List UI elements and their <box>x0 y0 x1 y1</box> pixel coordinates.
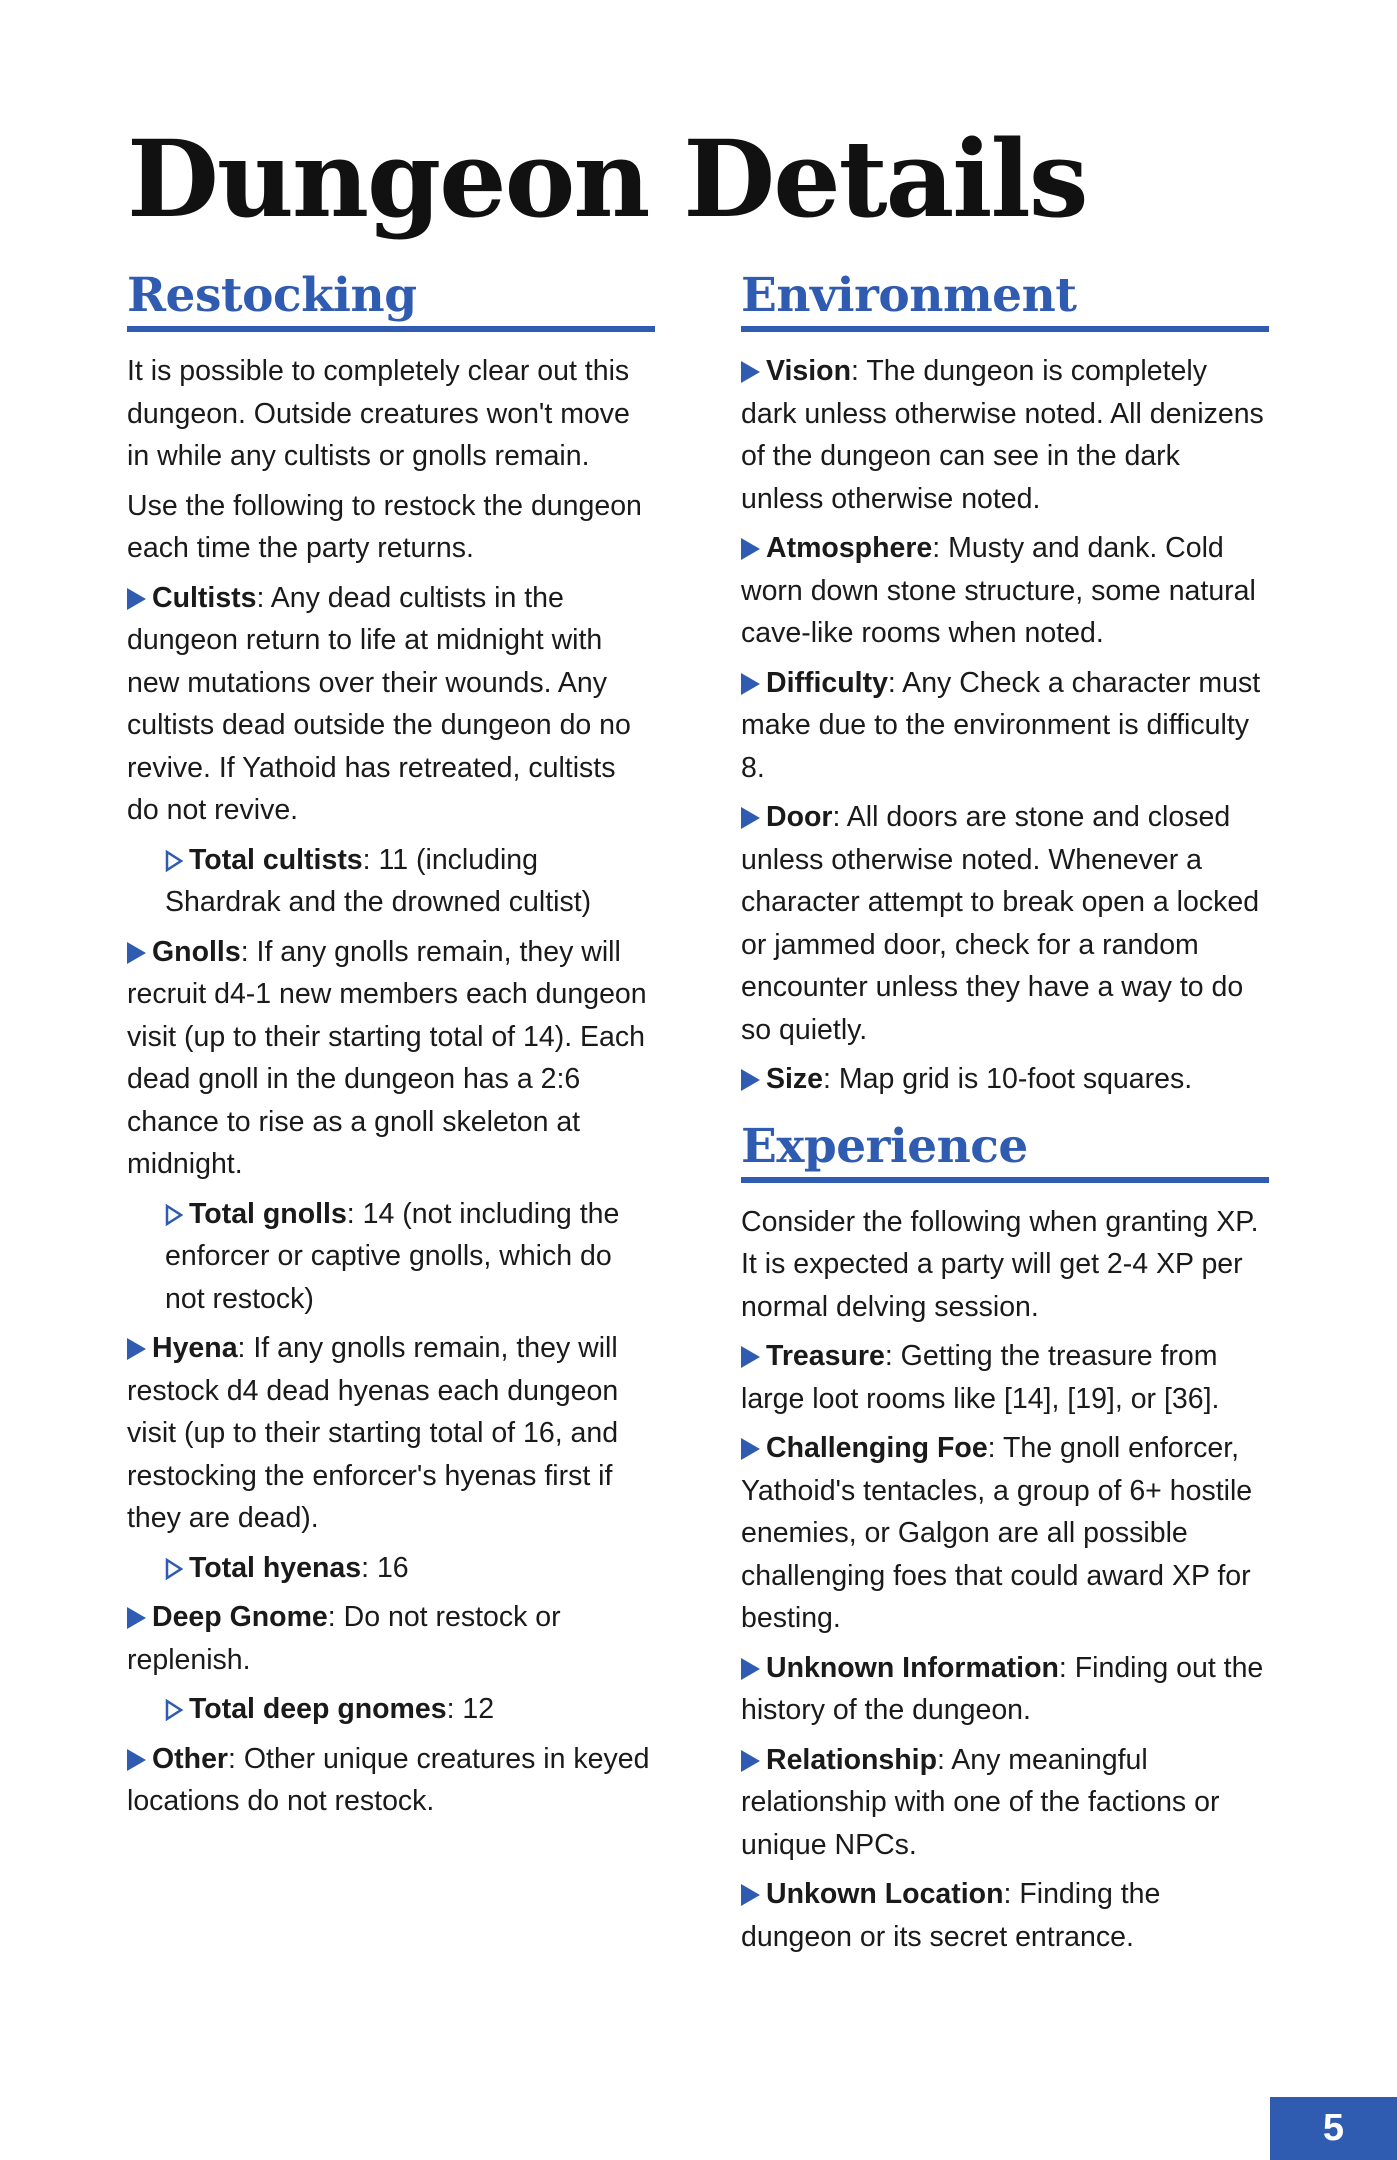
restocking-intro-1: It is possible to completely clear out this dungeon. Outside creatures won't move in while any cultists or gnolls remain. <box>127 355 630 472</box>
list-subitem: Total hyenas: 16 <box>127 1547 655 1590</box>
bullet-outline-triangle-icon <box>165 1699 183 1721</box>
bullet-triangle-icon <box>127 1749 146 1771</box>
bullet-triangle-icon <box>741 1884 760 1906</box>
list-item: Other: Other unique creatures in keyed locations do not restock. <box>127 1742 650 1817</box>
list-item: Cultists: Any dead cultists in the dungeon return to life at midnight with new mutations over their wounds. Any cultists dead outside the dungeon do no revive. If Yathoid has retreated, cultists do not revive. <box>127 581 631 826</box>
list-item: Size: Map grid is 10-foot squares. <box>741 1058 1269 1101</box>
environment-heading: Environment <box>741 268 1269 332</box>
right-column <box>741 268 1269 1965</box>
restocking-heading: Restocking <box>127 268 655 332</box>
bullet-triangle-icon <box>741 1438 760 1460</box>
page-title: Dungeon Details <box>127 116 1087 241</box>
list-subitem: Total cultists: 11 (including Shardrak and the drowned cultist) <box>165 843 592 918</box>
bullet-outline-triangle-icon <box>165 1204 183 1226</box>
bullet-triangle-icon <box>741 1750 760 1772</box>
bullet-triangle-icon <box>127 1338 146 1360</box>
bullet-triangle-icon <box>741 361 760 383</box>
list-subitem: Total deep gnomes: 12 <box>127 1688 655 1731</box>
bullet-triangle-icon <box>741 538 760 560</box>
list-item: Hyena: If any gnolls remain, they will restock d4 dead hyenas each dungeon visit (up to their starting total of 16, and restocking the enforcer's hyenas first if they are dead). <box>127 1332 619 1534</box>
restocking-body <box>127 350 655 1823</box>
bullet-triangle-icon <box>741 1346 760 1368</box>
bullet-triangle-icon <box>127 942 146 964</box>
experience-body <box>741 1201 1269 1959</box>
page-number: 5 <box>1322 2107 1345 2149</box>
bullet-triangle-icon <box>741 1069 760 1091</box>
environment-body <box>741 350 1269 1101</box>
list-item: Treasure: Getting the treasure from large loot rooms like [14], [19], or [36]. <box>741 1340 1220 1415</box>
list-item: Difficulty: Any Check a character must make due to the environment is difficulty 8. <box>741 666 1261 784</box>
bullet-triangle-icon <box>741 807 760 829</box>
list-item: Relationship: Any meaningful relationship with one of the factions or unique NPCs. <box>741 1743 1220 1861</box>
bullet-triangle-icon <box>127 588 146 610</box>
bullet-triangle-icon <box>127 1607 146 1629</box>
list-item: Door: All doors are stone and closed unless otherwise noted. Whenever a character attempt to break open a locked or jammed door, check for a random encounter unless they have a way to do so quietly. <box>741 801 1260 1046</box>
list-item: Vision: The dungeon is completely dark unless otherwise noted. All denizens of the dungeon can see in the dark unless otherwise noted. <box>741 355 1264 515</box>
bullet-triangle-icon <box>741 1658 760 1680</box>
list-item: Atmosphere: Musty and dank. Cold worn down stone structure, some natural cave-like rooms when noted. <box>741 532 1256 649</box>
list-item: Unknown Information: Finding out the history of the dungeon. <box>741 1651 1264 1726</box>
bullet-triangle-icon <box>741 673 760 695</box>
page-number-box <box>1270 2097 1397 2160</box>
left-column <box>127 268 655 1830</box>
list-item: Unkown Location: Finding the dungeon or its secret entrance. <box>741 1878 1161 1953</box>
list-item: Challenging Foe: The gnoll enforcer, Yathoid's tentacles, a group of 6+ hostile enemies, or Galgon are all possible challenging foes that could award XP for besting. <box>741 1432 1253 1634</box>
list-item: Gnolls: If any gnolls remain, they will recruit d4-1 new members each dungeon visit (up to their starting total of 14). Each dead gnoll in the dungeon has a 2:6 chance to rise as a gnoll skeleton at midnight. <box>127 935 647 1180</box>
list-subitem: Total gnolls: 14 (not including the enforcer or captive gnolls, which do not restock) <box>165 1197 620 1315</box>
experience-heading: Experience <box>741 1119 1269 1183</box>
bullet-outline-triangle-icon <box>165 850 183 872</box>
experience-intro: Consider the following when granting XP. It is expected a party will get 2-4 XP per normal delving session. <box>741 1205 1259 1323</box>
restocking-intro-2: Use the following to restock the dungeon each time the party returns. <box>127 489 642 564</box>
bullet-outline-triangle-icon <box>165 1558 183 1580</box>
list-item: Deep Gnome: Do not restock or replenish. <box>127 1601 561 1676</box>
